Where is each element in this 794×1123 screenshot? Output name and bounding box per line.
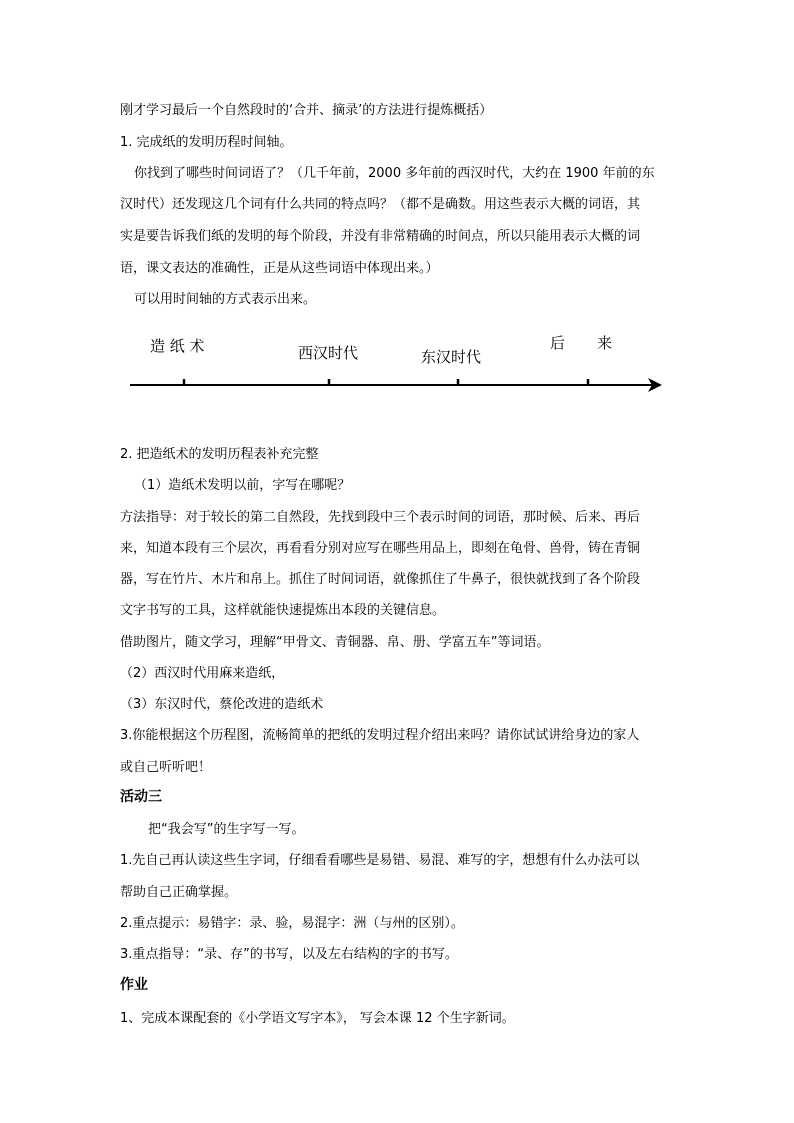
section-heading-2: 2. 把造纸术的发明历程表补充完整 [120, 447, 319, 462]
heading-homework: 作业 [120, 977, 148, 993]
text-line: （1）造纸术发明以前，字写在哪呢？ [134, 478, 351, 493]
timeline-label: 东汉时代 [421, 348, 482, 366]
text-line: 帮助自己正确掌握。 [120, 885, 238, 900]
text-line: 2.重点提示：易错字：录、验，易混字：洲（与州的区别）。 [120, 916, 464, 931]
timeline-label: 后 [550, 334, 566, 352]
text-line: 语，课文表达的准确性，正是从这些词语中体现出来。） [120, 261, 439, 276]
text-line: 汉时代）还发现这几个词有什么共同的特点吗？（都不是确数。用这些表示大概的词语，其 [120, 197, 641, 212]
text-line: 可以用时间轴的方式表示出来。 [134, 292, 317, 307]
text-line: 文字书写的工具，这样就能快速提炼出本段的关键信息。 [120, 603, 446, 618]
text-line: 借助图片，随文学习，理解“甲骨文、青铜器、帛、册、学富五车”等词语。 [120, 635, 550, 650]
text-line: 把“我会写”的生字写一写。 [148, 822, 305, 837]
text-line: 实是要告诉我们纸的发明的每个阶段，并没有非常精确的时间点，所以只能用表示大概的词 [120, 229, 641, 244]
section-heading-1: 1. 完成纸的发明历程时间轴。 [120, 135, 293, 150]
text-line: 你找到了哪些时间词语了？（几千年前，2000 多年前的西汉时代，大约在 1900 年前的东 [134, 166, 655, 181]
timeline-arrow-icon [648, 378, 662, 392]
heading-activity-three: 活动三 [120, 789, 162, 805]
text-line: 器，写在竹片、木片和帛上。抓住了时间词语，就像抓住了牛鼻子，很快就找到了各个阶段 [120, 572, 641, 587]
timeline-label: 西汉时代 [298, 344, 359, 362]
text-line: 1.先自己再认读这些生字词，仔细看看哪些是易错、易混、难写的字，想想有什么办法可以 [120, 853, 640, 868]
timeline-label: 来 [597, 334, 613, 352]
timeline-label: 造 纸 术 [150, 337, 205, 355]
text-line: （3）东汉时代，蔡伦改进的造纸术 [120, 697, 324, 712]
text-line: 3.重点指导：“录、存”的书写，以及左右结构的字的书写。 [120, 947, 458, 962]
text-line: 方法指导：对于较长的第二自然段，先找到段中三个表示时间的词语，那时候、后来、再后 [120, 510, 641, 525]
text-line: 1、完成本课配套的《小学语文写字本》， 写会本课 12 个生字新词。 [120, 1011, 515, 1026]
text-line: 刚才学习最后一个自然段时的‘合并、摘录’的方法进行提炼概括） [120, 103, 493, 118]
text-line: 或自己听听吧！ [120, 760, 212, 775]
text-line: 来，知道本段有三个层次，再看看分别对应写在哪些用品上，即刻在龟骨、兽骨，铸在青铜 [120, 541, 641, 556]
section-heading-3: 3.你能根据这个历程图，流畅简单的把纸的发明过程介绍出来吗？请你试试讲给身边的家人 [120, 728, 640, 743]
text-line: （2）西汉时代用麻来造纸， [120, 666, 285, 681]
